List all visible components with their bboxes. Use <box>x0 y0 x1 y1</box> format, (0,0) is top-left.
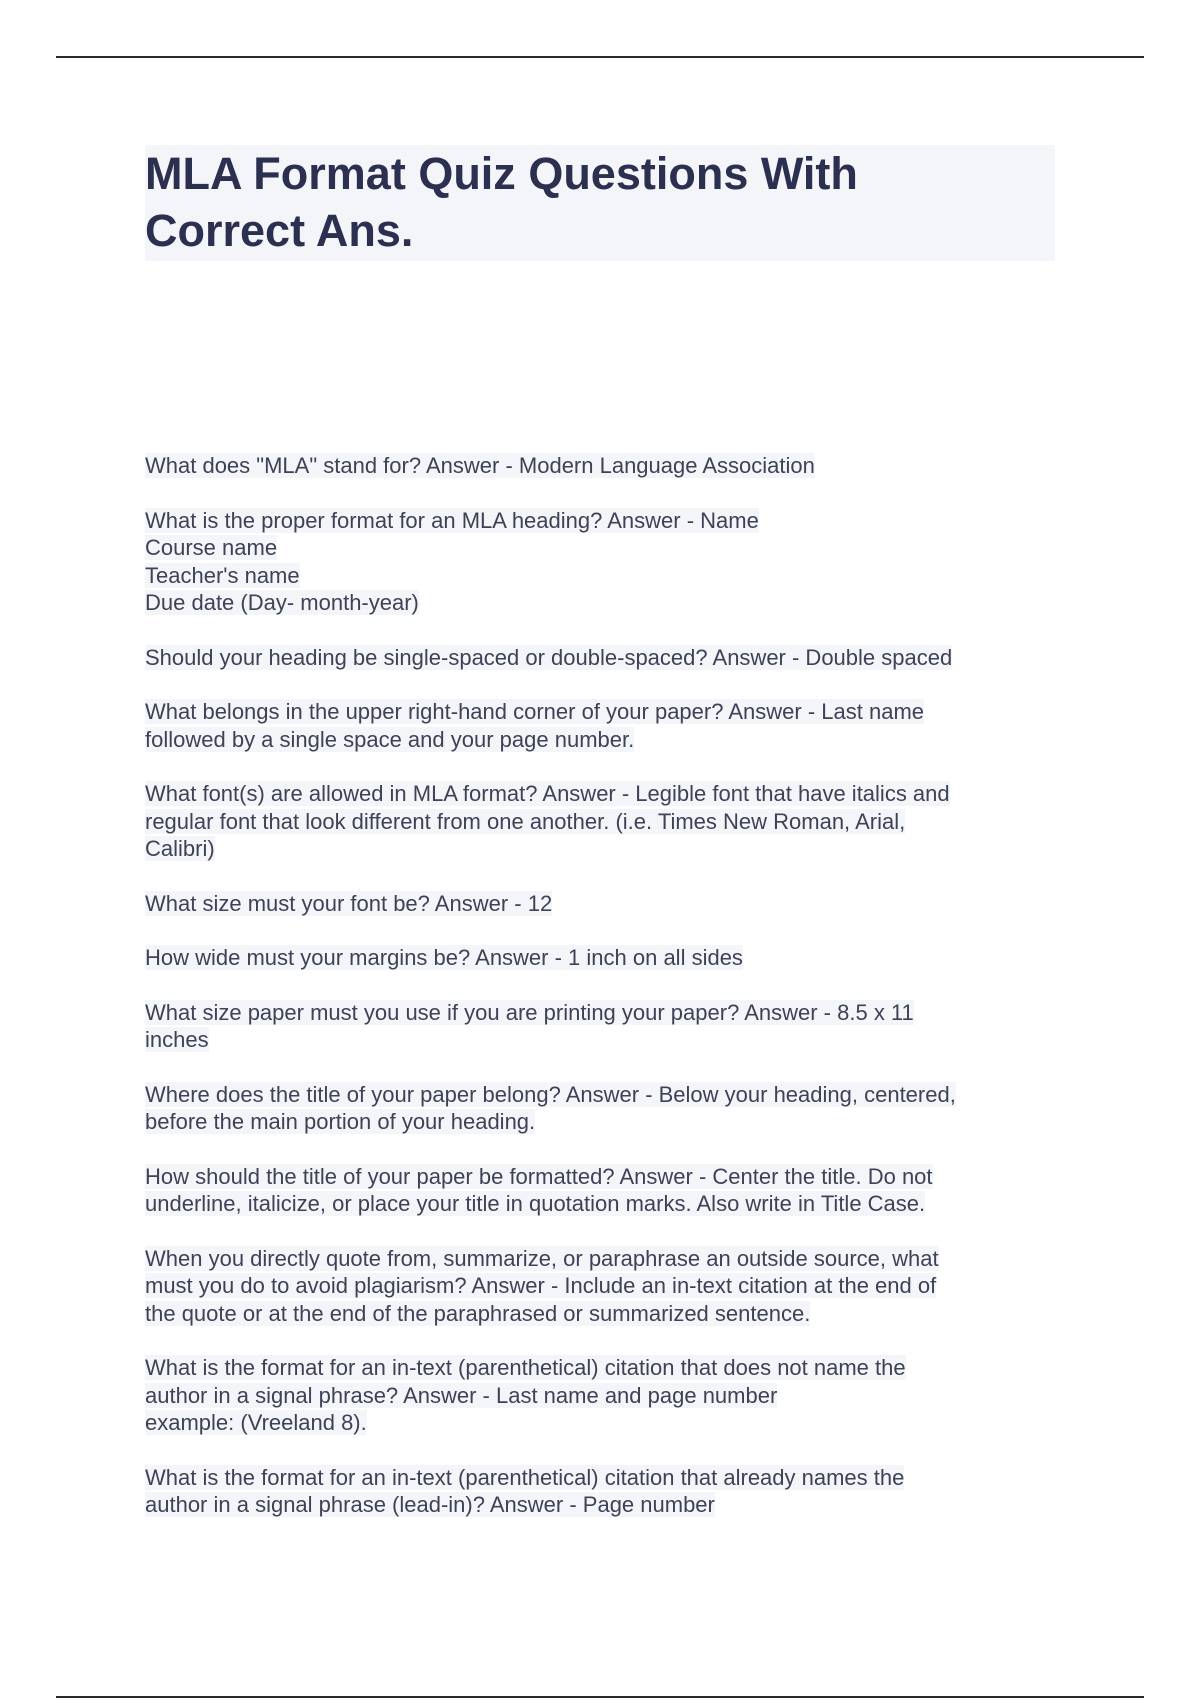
qa-line-text: When you directly quote from, summarize, or paraphrase an outside source, what <box>145 1245 939 1271</box>
qa-line-text: Due date (Day- month-year) <box>145 590 419 615</box>
bottom-rule <box>56 1696 1144 1698</box>
qa-line <box>145 1245 1075 1273</box>
qa-line <box>145 562 1075 590</box>
qa-line <box>145 1272 1075 1300</box>
qa-line-text: Teacher's name <box>145 562 300 588</box>
qa-item <box>145 1354 1075 1437</box>
qa-line-text: What is the format for an in-text (parenthetical) citation that does not name the <box>145 1355 906 1380</box>
qa-line <box>145 1464 1075 1492</box>
title-line: Correct Ans. <box>145 205 414 256</box>
qa-line <box>145 644 1075 672</box>
qa-line <box>145 780 1075 808</box>
qa-item <box>145 1163 1075 1218</box>
qa-item <box>145 1081 1075 1136</box>
qa-line <box>145 1026 1075 1054</box>
qa-line-text: What size must your font be? Answer - 12 <box>145 890 553 916</box>
qa-line-text: Should your heading be single-spaced or double-spaced? Answer - Double spaced <box>145 644 953 670</box>
qa-line-text: What size paper must you use if you are printing your paper? Answer - 8.5 x 11 <box>145 999 914 1025</box>
qa-item <box>145 644 1075 672</box>
qa-line <box>145 1409 1075 1437</box>
qa-line-text: regular font that look different from one another. (i.e. Times New Roman, Arial, <box>145 808 906 834</box>
qa-line <box>145 1382 1075 1410</box>
qa-item <box>145 890 1075 918</box>
qa-line-text: Course name <box>145 535 278 560</box>
qa-line <box>145 999 1075 1027</box>
qa-line <box>145 1081 1075 1109</box>
qa-line-text: Calibri) <box>145 836 215 861</box>
qa-line <box>145 726 1075 754</box>
document-title <box>145 145 1055 261</box>
qa-line <box>145 698 1075 726</box>
qa-line-text: What does "MLA" stand for? Answer - Modern Language Association <box>145 453 815 478</box>
qa-line <box>145 1108 1075 1136</box>
qa-line <box>145 890 1075 918</box>
qa-line <box>145 1163 1075 1191</box>
qa-line-text: How wide must your margins be? Answer - 1 inch on all sides <box>145 945 743 970</box>
qa-line-text: author in a signal phrase? Answer - Last name and page number <box>145 1382 778 1408</box>
qa-line-text: underline, italicize, or place your title in quotation marks. Also write in Title Case. <box>145 1191 926 1216</box>
top-rule <box>56 56 1144 58</box>
qa-line-text: followed by a single space and your page number. <box>145 726 635 752</box>
title-block <box>145 145 1055 261</box>
qa-line <box>145 1491 1075 1519</box>
qa-line-text: What font(s) are allowed in MLA format? Answer - Legible font that have italics and <box>145 781 950 806</box>
qa-list <box>145 452 1075 1546</box>
qa-line-text: inches <box>145 1027 209 1052</box>
qa-line-text: What is the format for an in-text (parenthetical) citation that already names the <box>145 1464 905 1490</box>
qa-line-text: before the main portion of your heading. <box>145 1109 536 1134</box>
qa-line-text: the quote or at the end of the paraphrased or summarized sentence. <box>145 1300 811 1326</box>
qa-line-text: author in a signal phrase (lead-in)? Answer - Page number <box>145 1492 715 1517</box>
qa-line <box>145 1190 1075 1218</box>
qa-item <box>145 1245 1075 1328</box>
qa-item <box>145 507 1075 617</box>
qa-line-text: Where does the title of your paper belong? Answer - Below your heading, centered, <box>145 1081 956 1107</box>
qa-line <box>145 944 1075 972</box>
qa-item <box>145 944 1075 972</box>
qa-line <box>145 452 1075 480</box>
qa-line <box>145 835 1075 863</box>
qa-item <box>145 698 1075 753</box>
title-line: MLA Format Quiz Questions With <box>145 148 858 199</box>
qa-line <box>145 1300 1075 1328</box>
qa-line <box>145 534 1075 562</box>
qa-line <box>145 808 1075 836</box>
qa-line <box>145 1354 1075 1382</box>
qa-line-text: What belongs in the upper right-hand corner of your paper? Answer - Last name <box>145 699 925 724</box>
qa-line-text: must you do to avoid plagiarism? Answer - Include an in-text citation at the end of <box>145 1273 937 1298</box>
qa-line <box>145 589 1075 617</box>
qa-item <box>145 999 1075 1054</box>
qa-item <box>145 1464 1075 1519</box>
qa-item <box>145 780 1075 863</box>
qa-line-text: How should the title of your paper be formatted? Answer - Center the title. Do not <box>145 1163 933 1189</box>
qa-line-text: example: (Vreeland 8). <box>145 1410 367 1435</box>
qa-line <box>145 507 1075 535</box>
qa-item <box>145 452 1075 480</box>
qa-line-text: What is the proper format for an MLA heading? Answer - Name <box>145 507 759 533</box>
